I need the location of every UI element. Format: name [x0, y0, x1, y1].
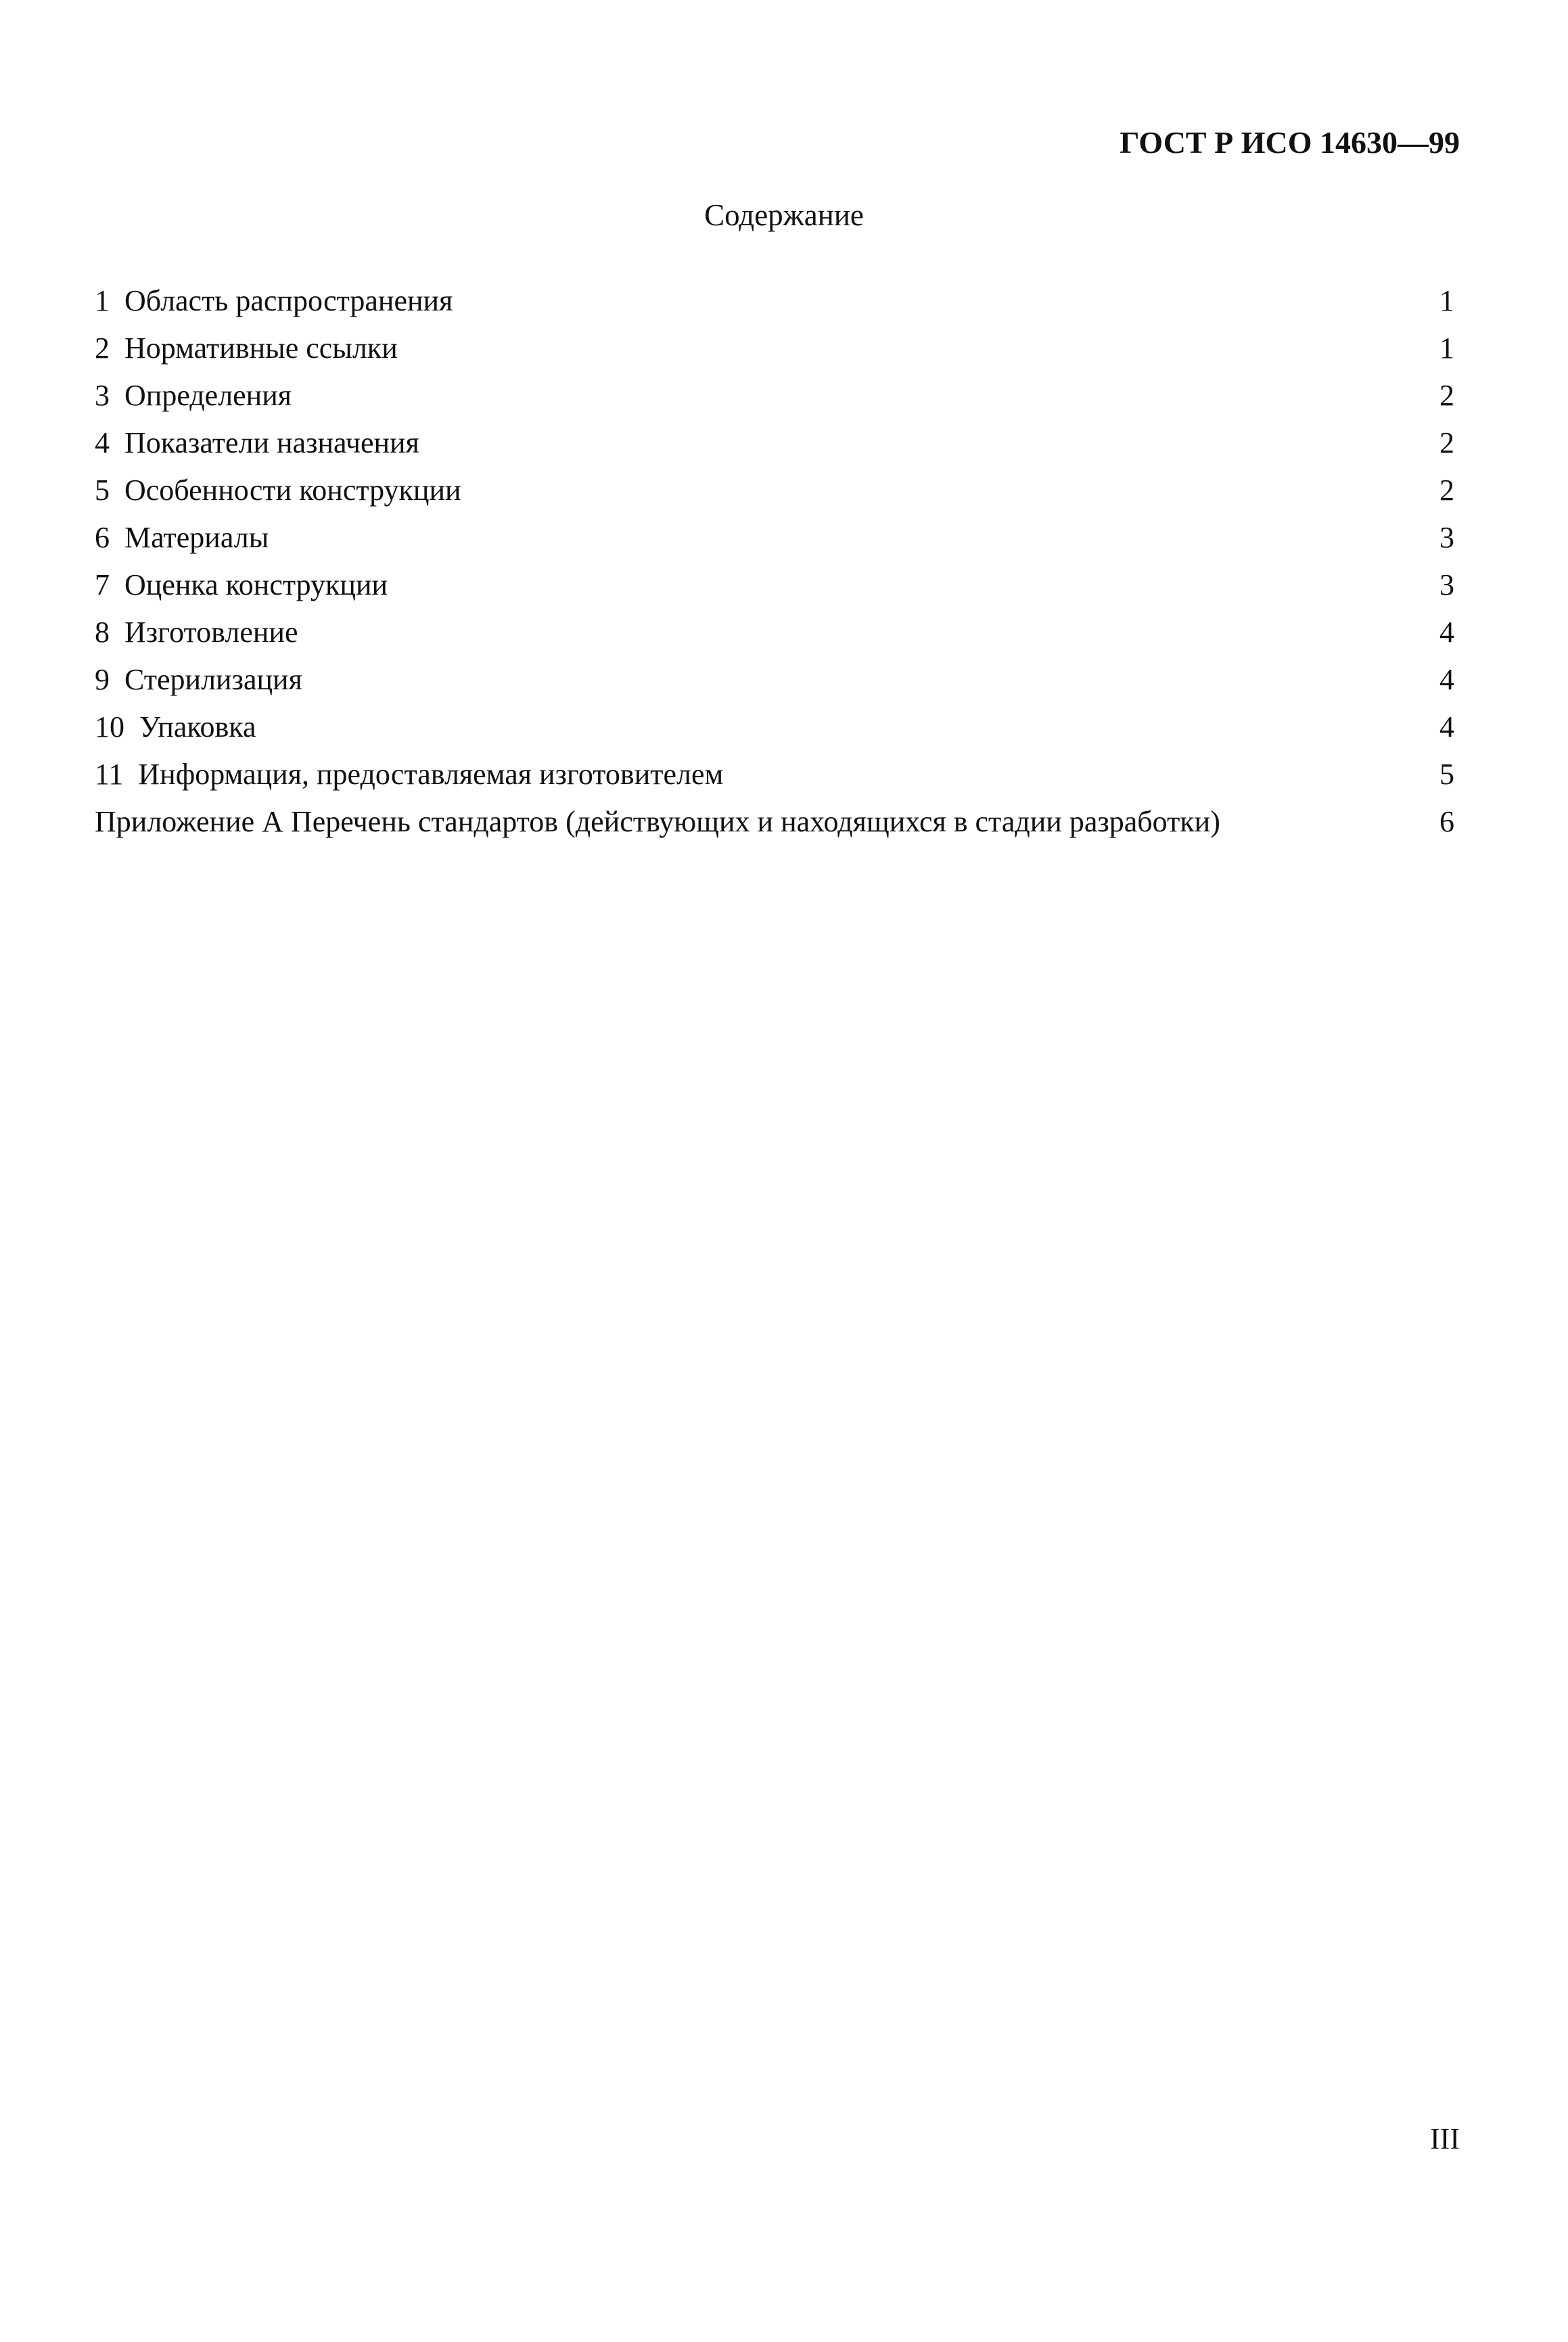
toc-entry-packaging[interactable]: [95, 704, 1454, 751]
toc-entry-normative-references[interactable]: [95, 325, 1454, 372]
toc-entry-title: Область распространения: [124, 284, 453, 317]
dot-leader: [423, 428, 1422, 458]
toc-entry-page: 6: [1439, 805, 1454, 838]
page-number: III: [1430, 2122, 1460, 2155]
toc-entry-title: Показатели назначения: [124, 426, 419, 459]
dot-leader: [402, 334, 1422, 363]
toc-entry-title: Материалы: [124, 521, 269, 554]
dot-leader: [457, 286, 1422, 316]
toc-entry-title: Особенности конструкции: [124, 474, 461, 507]
toc-entry-definitions[interactable]: [95, 372, 1454, 419]
dot-leader: [727, 760, 1422, 789]
toc-entry-page: 2: [1439, 379, 1454, 412]
toc-entry-number: 11: [95, 758, 124, 791]
toc-entry-title: Изготовление: [124, 616, 298, 649]
toc-entry-page: 3: [1439, 521, 1454, 554]
toc-entry-number: 8: [95, 616, 110, 649]
toc-entry-page: 4: [1439, 616, 1454, 649]
toc-entry-title: Оценка конструкции: [124, 568, 388, 601]
toc-entry-number: 10: [95, 710, 124, 743]
toc-entry-annex-a[interactable]: [95, 798, 1454, 846]
dot-leader: [273, 523, 1422, 553]
dot-leader: [1224, 807, 1422, 837]
toc-entry-page: 2: [1439, 426, 1454, 459]
toc-entry-number: 4: [95, 426, 110, 459]
toc-entry-number: 5: [95, 474, 110, 507]
toc-entry-title: Определения: [124, 379, 292, 412]
toc-entry-title: Приложение А Перечень стандартов (действующих и находящихся в стадии разработки): [95, 805, 1220, 838]
dot-leader: [465, 476, 1422, 505]
toc-entry-title: Информация, предоставляемая изготовителем: [138, 758, 724, 791]
table-of-contents: [95, 277, 1454, 846]
toc-entry-sterilization[interactable]: [95, 656, 1454, 704]
document-code: ГОСТ Р ИСО 14630—99: [1120, 125, 1460, 160]
toc-entry-number: 2: [95, 331, 110, 365]
toc-entry-manufacture[interactable]: [95, 609, 1454, 656]
toc-entry-performance[interactable]: [95, 419, 1454, 467]
dot-leader: [260, 712, 1422, 742]
toc-heading: Содержание: [704, 198, 864, 232]
toc-entry-page: 2: [1439, 474, 1454, 507]
toc-entry-page: 1: [1439, 284, 1454, 317]
toc-entry-page: 3: [1439, 568, 1454, 601]
toc-entry-page: 1: [1439, 331, 1454, 365]
toc-entry-number: 3: [95, 379, 110, 412]
toc-entry-materials[interactable]: [95, 514, 1454, 561]
toc-entry-number: 6: [95, 521, 110, 554]
toc-entry-title: Стерилизация: [124, 663, 302, 696]
toc-entry-number: 1: [95, 284, 110, 317]
toc-entry-page: 5: [1439, 758, 1454, 791]
toc-entry-manufacturer-information[interactable]: [95, 751, 1454, 798]
toc-entry-page: 4: [1439, 710, 1454, 743]
toc-entry-number: 9: [95, 663, 110, 696]
toc-entry-scope[interactable]: [95, 277, 1454, 325]
dot-leader: [306, 665, 1422, 695]
toc-entry-title: Упаковка: [139, 710, 256, 743]
toc-entry-title: Нормативные ссылки: [124, 331, 398, 365]
toc-entry-page: 4: [1439, 663, 1454, 696]
toc-entry-number: 7: [95, 568, 110, 601]
dot-leader: [302, 618, 1422, 647]
dot-leader: [296, 381, 1422, 411]
toc-entry-design-attributes[interactable]: [95, 467, 1454, 514]
toc-entry-design-evaluation[interactable]: [95, 561, 1454, 609]
dot-leader: [392, 570, 1422, 600]
